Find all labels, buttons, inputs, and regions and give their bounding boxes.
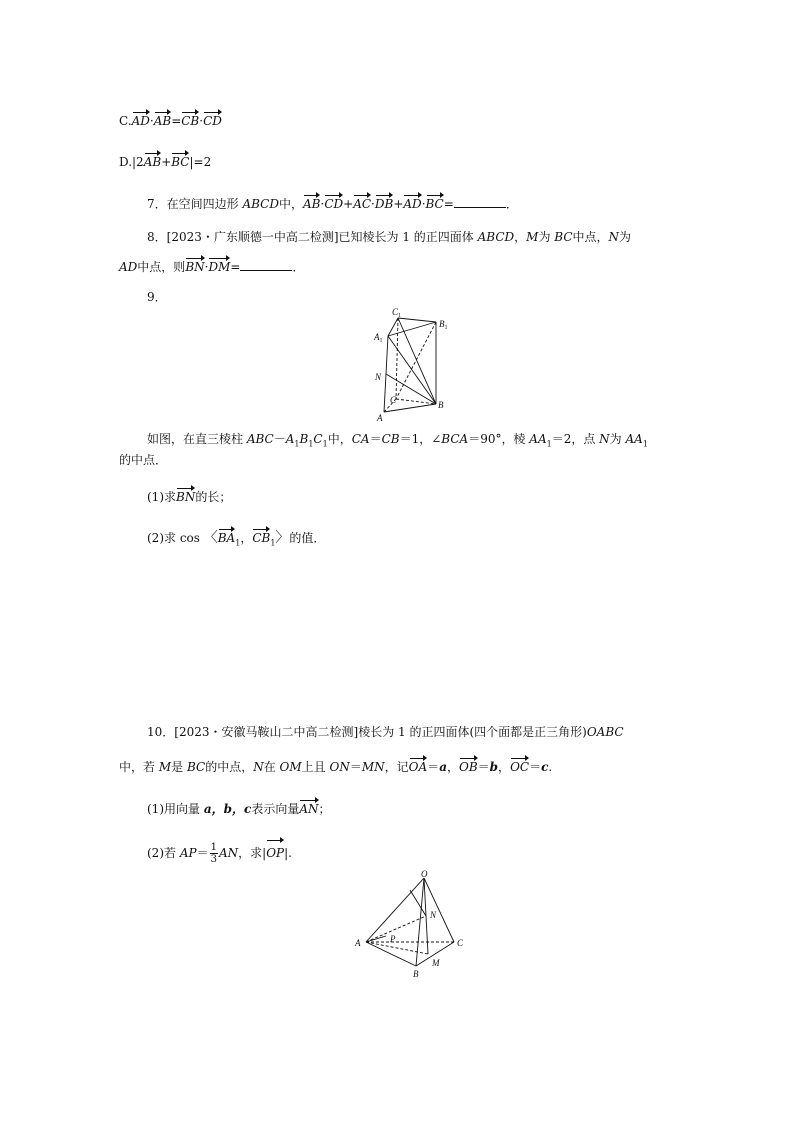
label-b: B — [438, 400, 444, 410]
question-9-text-line2: 的中点． — [119, 453, 168, 467]
question-7: 7．在空间四边形 ABCD中，AB·CD+AC·DB+AD·BC= ． — [147, 193, 518, 212]
question-10-part1: (1)用向量 a，b，c表示向量AN； — [147, 798, 331, 817]
option-d: D.|2AB+BC|=2 — [119, 151, 211, 170]
label-c: C — [457, 938, 464, 948]
prism-figure — [370, 306, 464, 423]
question-9-text-line1: 如图，在直三棱柱 $ABC-A_1B_1C_1$中，CA＝CB＝1，∠BCA＝90°，棱 $AA_1=2$，点 N为 $AA_1$ — [147, 432, 648, 449]
label-n: N — [375, 372, 382, 382]
label-a1: $A_1$ — [374, 332, 383, 344]
question-10-line1: 10．[2023・安徽马鞍山二中高二检测]棱长为 1 的正四面体(四个面都是正三角形)OABC — [147, 725, 624, 739]
label-n: N — [430, 910, 437, 920]
fraction: $\frac{1}{3}$ — [210, 842, 217, 865]
label-a: A — [355, 938, 361, 948]
label-p: P — [390, 934, 396, 944]
question-9-number: 9． — [147, 290, 167, 304]
answer-blank[interactable] — [454, 196, 506, 208]
label-m: M — [432, 958, 440, 968]
label-b: B — [413, 969, 419, 979]
label-c: C — [390, 395, 397, 405]
question-8-line1: 8．[2023・广东顺德一中高二检测]已知棱长为 1 的正四面体 ABCD，M为 BC中点，N为 — [147, 230, 632, 244]
question-9-part1: (1)求BN的长； — [147, 486, 231, 505]
label-a: A — [377, 413, 383, 423]
option-c: C.AD·AB=CB·CD — [119, 110, 222, 129]
tetrahedron-figure — [352, 870, 476, 982]
label-o: O — [421, 869, 428, 879]
label-c1: $C_1$ — [392, 307, 402, 319]
answer-blank[interactable] — [240, 259, 292, 271]
question-8-line2: AD中点，则BN·DM= ． — [119, 256, 304, 275]
question-10-part2: (2)若 AP＝ $\frac{1}{3}$ AN，求|OP|. — [147, 838, 292, 865]
question-10-line2: 中，若 M是 BC的中点，N在 OM上且 ON＝MN，记OA＝a，OB＝b，OC＝c. — [119, 756, 552, 775]
question-9-part2: (2)求 cos 〈$BA_1$，$CB_1$〉的值． — [147, 527, 325, 551]
label-b1: $B_1$ — [439, 319, 448, 331]
